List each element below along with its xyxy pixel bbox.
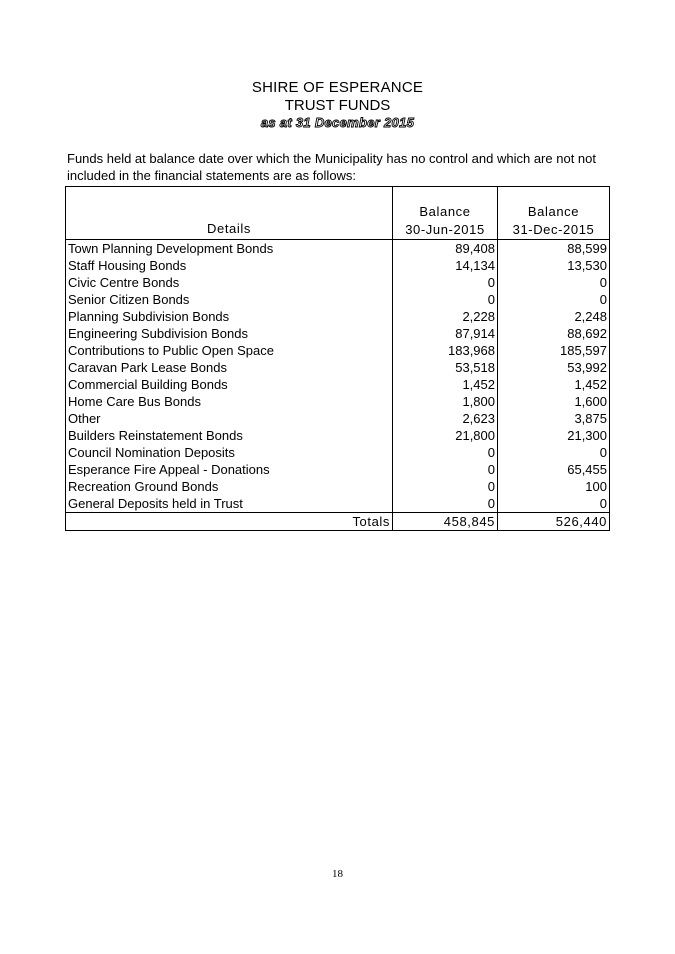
table-row — [66, 342, 610, 359]
row-jun-balance: 1,452 — [393, 376, 498, 393]
row-dec-balance: 2,248 — [498, 308, 610, 325]
table-row — [66, 444, 610, 461]
row-jun-balance: 0 — [393, 444, 498, 461]
row-details: Other — [66, 410, 393, 427]
row-dec-balance: 88,692 — [498, 325, 610, 342]
page-number: 18 — [332, 868, 343, 880]
row-dec-balance: 21,300 — [498, 427, 610, 444]
table-row — [66, 461, 610, 478]
table-header-row — [66, 187, 610, 240]
total-dec: 526,440 — [498, 513, 610, 531]
table-row — [66, 274, 610, 291]
row-jun-balance: 2,623 — [393, 410, 498, 427]
table-row — [66, 257, 610, 274]
row-dec-balance: 100 — [498, 478, 610, 495]
table-row — [66, 291, 610, 308]
row-jun-balance: 53,518 — [393, 359, 498, 376]
row-details: Home Care Bus Bonds — [66, 393, 393, 410]
row-details: Esperance Fire Appeal - Donations — [66, 461, 393, 478]
report-title: TRUST FUNDS — [284, 97, 391, 114]
row-dec-balance: 0 — [498, 274, 610, 291]
table-row — [66, 359, 610, 376]
report-date: as at 31 December 2015 — [260, 115, 415, 130]
row-details: Planning Subdivision Bonds — [66, 308, 393, 325]
row-dec-balance: 3,875 — [498, 410, 610, 427]
total-jun: 458,845 — [393, 513, 498, 531]
details-header: Details — [66, 187, 393, 240]
row-jun-balance: 14,134 — [393, 257, 498, 274]
row-dec-balance: 88,599 — [498, 240, 610, 258]
row-jun-balance: 89,408 — [393, 240, 498, 258]
jun-balance-header — [393, 187, 498, 240]
totals-label: Totals — [66, 513, 393, 531]
row-details: Builders Reinstatement Bonds — [66, 427, 393, 444]
row-details: General Deposits held in Trust — [66, 495, 393, 513]
row-dec-balance: 1,600 — [498, 393, 610, 410]
trust-funds-table — [65, 186, 610, 531]
row-details: Engineering Subdivision Bonds — [66, 325, 393, 342]
row-jun-balance: 0 — [393, 478, 498, 495]
table-row — [66, 393, 610, 410]
row-dec-balance: 1,452 — [498, 376, 610, 393]
table-row — [66, 325, 610, 342]
row-jun-balance: 1,800 — [393, 393, 498, 410]
totals-row — [66, 513, 610, 531]
row-details: Caravan Park Lease Bonds — [66, 359, 393, 376]
dec-balance-label: Balance — [527, 204, 580, 219]
row-jun-balance: 0 — [393, 495, 498, 513]
row-jun-balance: 87,914 — [393, 325, 498, 342]
row-jun-balance: 0 — [393, 274, 498, 291]
jun-balance-label: Balance — [419, 204, 471, 219]
dec-balance-header — [498, 187, 610, 240]
row-dec-balance: 0 — [498, 495, 610, 513]
table-row — [66, 376, 610, 393]
table-row — [66, 478, 610, 495]
table-row — [66, 308, 610, 325]
table-row — [66, 410, 610, 427]
row-dec-balance: 13,530 — [498, 257, 610, 274]
row-dec-balance: 0 — [498, 444, 610, 461]
row-dec-balance: 0 — [498, 291, 610, 308]
row-details: Senior Citizen Bonds — [66, 291, 393, 308]
intro-paragraph: Funds held at balance date over which the Municipality has no control and which are not not included in the financial statements are as follows: — [67, 151, 596, 183]
dec-balance-date: 31-Dec-2015 — [512, 222, 595, 237]
row-jun-balance: 2,228 — [393, 308, 498, 325]
row-dec-balance: 65,455 — [498, 461, 610, 478]
row-dec-balance: 185,597 — [498, 342, 610, 359]
shire-name: SHIRE OF ESPERANCE — [251, 79, 424, 96]
row-jun-balance: 0 — [393, 461, 498, 478]
row-details: Staff Housing Bonds — [66, 257, 393, 274]
row-details: Recreation Ground Bonds — [66, 478, 393, 495]
jun-balance-date: 30-Jun-2015 — [405, 222, 485, 237]
row-details: Contributions to Public Open Space — [66, 342, 393, 359]
row-details: Town Planning Development Bonds — [66, 240, 393, 258]
table-row — [66, 427, 610, 444]
row-dec-balance: 53,992 — [498, 359, 610, 376]
row-jun-balance: 21,800 — [393, 427, 498, 444]
row-details: Council Nomination Deposits — [66, 444, 393, 461]
row-jun-balance: 0 — [393, 291, 498, 308]
row-details: Commercial Building Bonds — [66, 376, 393, 393]
document-title — [0, 78, 675, 131]
row-jun-balance: 183,968 — [393, 342, 498, 359]
row-details: Civic Centre Bonds — [66, 274, 393, 291]
table-row — [66, 495, 610, 513]
table-row — [66, 240, 610, 258]
